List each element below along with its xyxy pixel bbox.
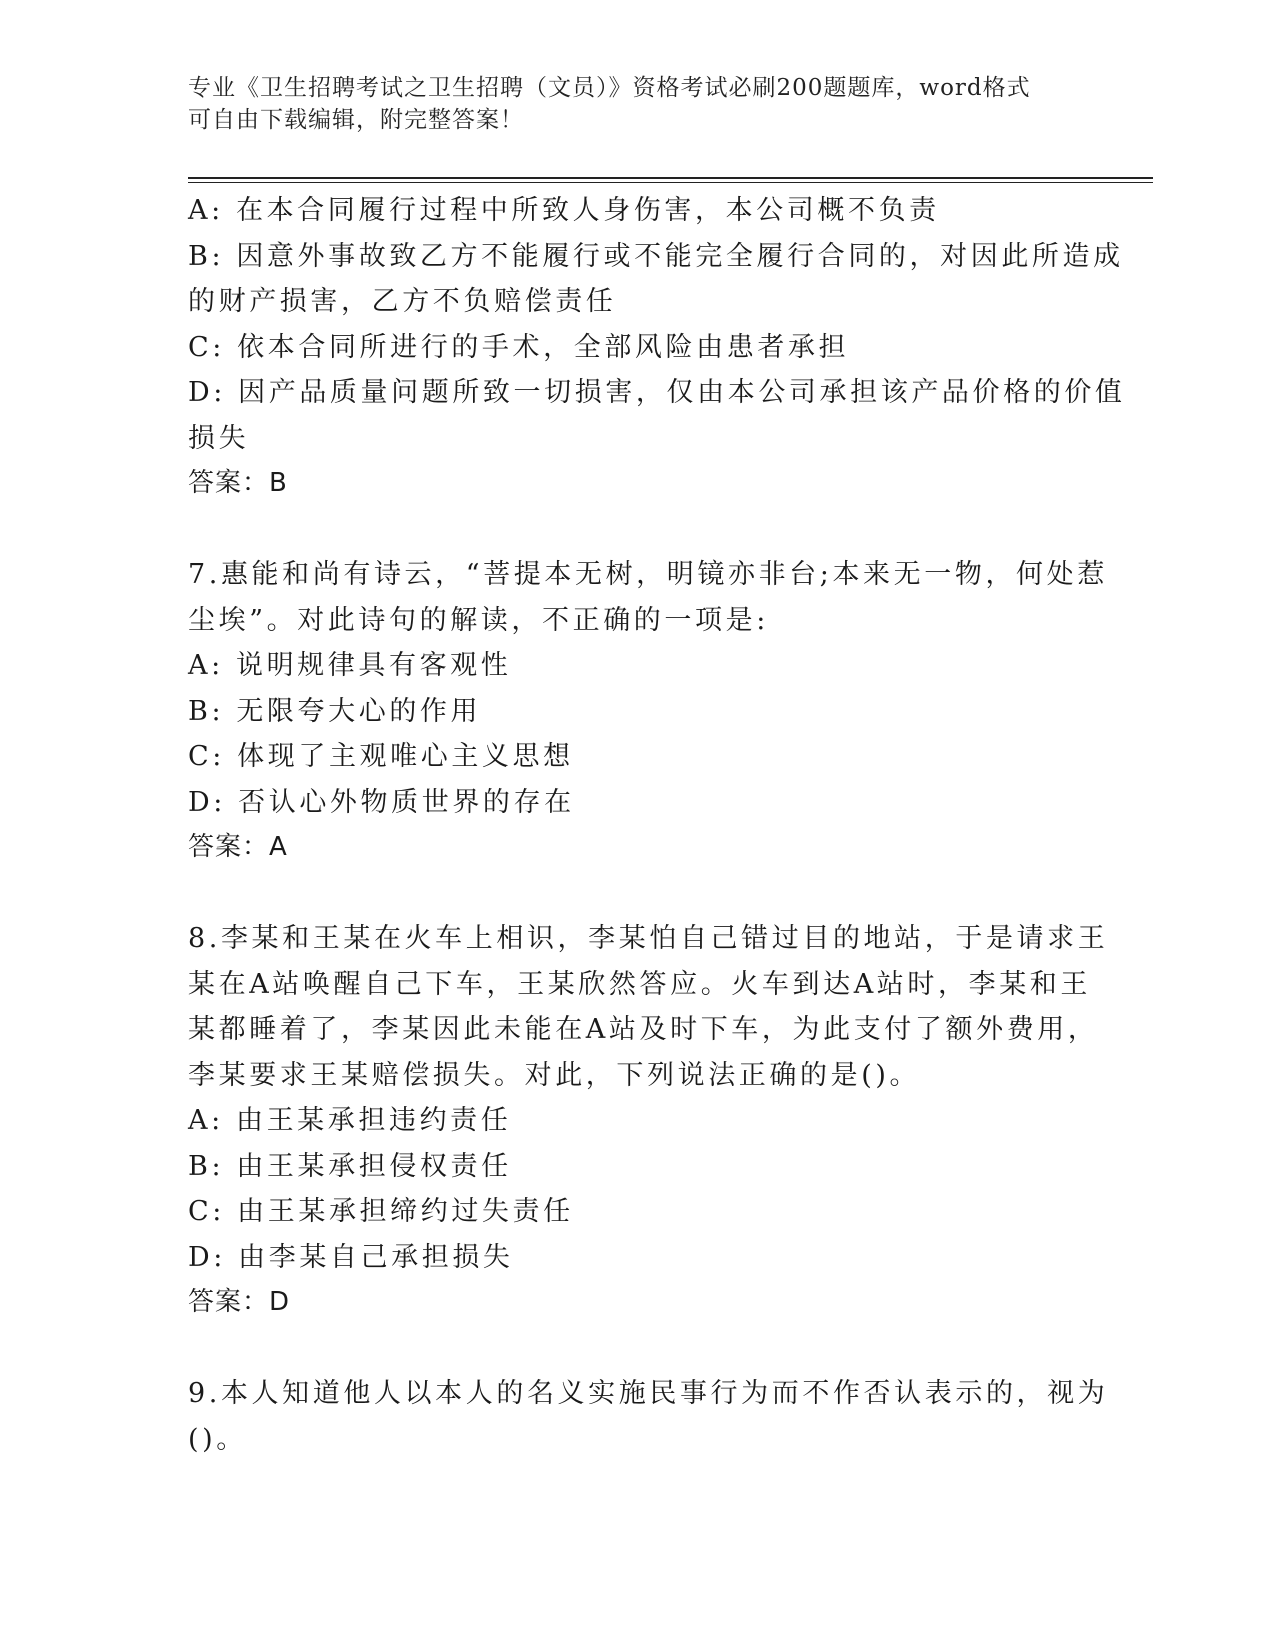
document-header [188,72,1068,136]
header-line-1: 专业《卫生招聘考试之卫生招聘（文员）》资格考试必刷200题题库，word格式 [188,75,1031,101]
question-stem-line-1: 8.李某和王某在火车上相识，李某怕自己错过目的地站，于是请求王 [188,923,1109,954]
option-a: A: 由王某承担违约责任 [188,1105,512,1136]
question-stem-line-2: 某在A站唤醒自己下车，王某欣然答应。火车到达A站时，李某和王 [188,968,1091,1000]
question-stem-line-4: 李某要求王某赔偿损失。对此，下列说法正确的是()。 [188,1059,921,1091]
option-b: B: 由王某承担侵权责任 [188,1150,512,1182]
header-divider-thin [188,182,1153,183]
option-a: A: 在本合同履行过程中所致人身伤害，本公司概不负责 [188,195,940,226]
option-d-line-1: D: 因产品质量问题所致一切损害，仅由本公司承担该产品价格的价值 [188,377,1126,408]
question-8 [188,916,1109,1326]
header-line-2: 可自由下载编辑，附完整答案！ [188,107,524,133]
header-divider-thick [188,177,1153,179]
spacer [188,507,1078,553]
answer-label: 答案：B [188,468,288,498]
spacer [188,1326,1078,1372]
option-c: C: 依本合同所进行的手术，全部风险由患者承担 [188,331,850,363]
question-stem-line-1: 9.本人知道他人以本人的名义实施民事行为而不作否认表示的，视为 [188,1378,1109,1409]
answer-label: 答案：A [188,832,288,862]
question-6-options [188,188,1126,507]
question-9 [188,1371,1109,1462]
option-c: C: 体现了主观唯心主义思想 [188,741,574,772]
option-c: C: 由王某承担缔约过失责任 [188,1196,574,1227]
spacer [188,871,1078,917]
document-body [188,188,1126,1462]
question-stem-line-2: 尘埃”。对此诗句的解读，不正确的一项是: [188,604,769,636]
option-b-line-1: B: 因意外事故致乙方不能履行或不能完全履行合同的，对因此所造成 [188,240,1124,272]
question-stem-line-3: 某都睡着了，李某因此未能在A站及时下车，为此支付了额外费用， [188,1014,1099,1045]
question-7 [188,552,1108,871]
option-d-line-2: 损失 [188,422,250,454]
option-d: D: 由李某自己承担损失 [188,1241,514,1273]
option-b-line-2: 的财产损害，乙方不负赔偿责任 [188,286,617,317]
question-stem-line-2: ()。 [188,1423,247,1455]
option-b: B: 无限夸大心的作用 [188,695,482,727]
option-a: A: 说明规律具有客观性 [188,650,512,681]
answer-label: 答案：D [188,1287,291,1317]
option-d: D: 否认心外物质世界的存在 [188,786,575,818]
question-stem-line-1: 7.惠能和尚有诗云，“菩提本无树，明镜亦非台;本来无一物，何处惹 [188,559,1108,590]
